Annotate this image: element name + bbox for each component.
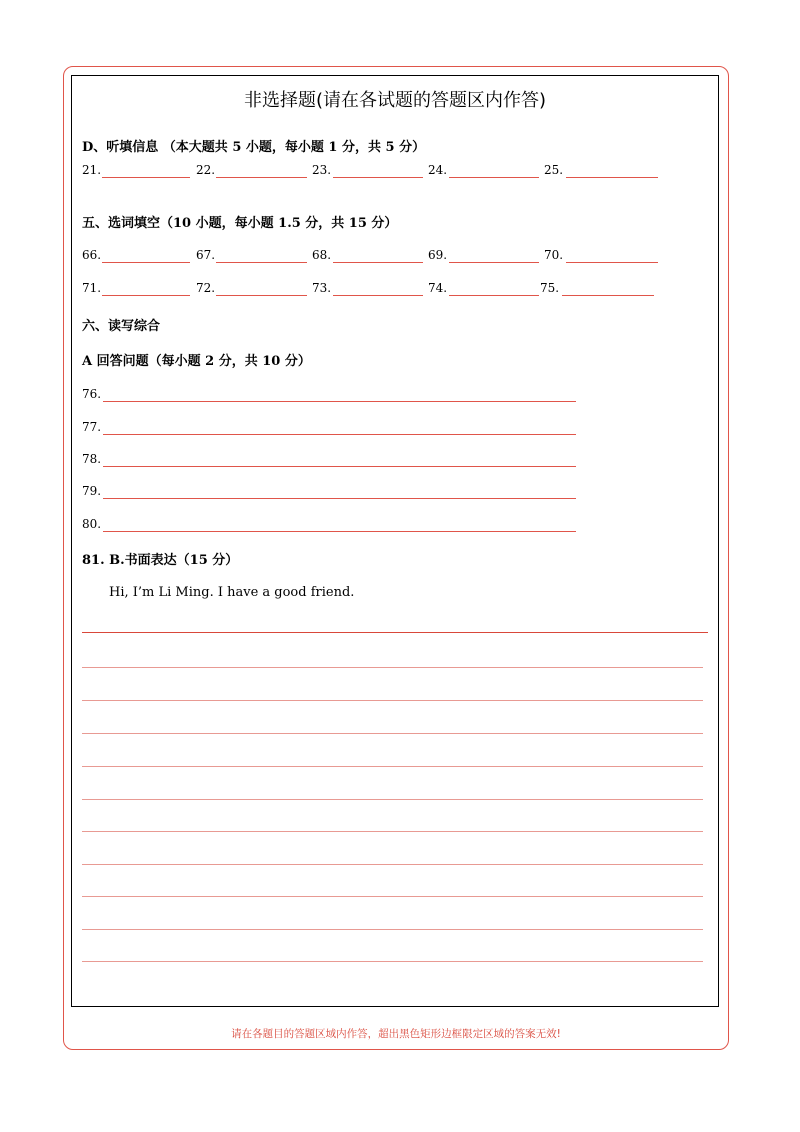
item-label: 69. (428, 248, 448, 262)
answer-blank[interactable] (566, 262, 658, 263)
item-label: 73. (312, 281, 332, 295)
item-label: 74. (428, 281, 448, 295)
section-b-heading: 81. B.书面表达（15 分） (82, 553, 239, 568)
answer-blank[interactable] (333, 262, 423, 263)
item-label: 78. (82, 452, 102, 466)
writing-line[interactable] (82, 799, 703, 800)
answer-blank[interactable] (216, 295, 307, 296)
item-label: 67. (196, 248, 216, 262)
section-d-heading: D、听填信息 （本大题共 5 小题，每小题 1 分，共 5 分） (82, 140, 426, 155)
answer-blank[interactable] (449, 262, 539, 263)
writing-prompt: Hi, I’m Li Ming. I have a good friend. (109, 585, 355, 600)
answer-line[interactable] (103, 434, 576, 435)
writing-line[interactable] (82, 864, 703, 865)
item-label: 24. (428, 163, 448, 177)
item-label: 70. (544, 248, 564, 262)
writing-line[interactable] (82, 929, 703, 930)
answer-line[interactable] (103, 498, 576, 499)
item-label: 23. (312, 163, 332, 177)
answer-blank[interactable] (102, 262, 190, 263)
page-title: 非选择题(请在各试题的答题区内作答) (243, 90, 547, 111)
item-label: 68. (312, 248, 332, 262)
item-label: 72. (196, 281, 216, 295)
answer-blank[interactable] (102, 295, 190, 296)
item-label: 25. (544, 163, 564, 177)
answer-blank[interactable] (216, 177, 307, 178)
item-label: 21. (82, 163, 102, 177)
item-label: 79. (82, 484, 102, 498)
writing-line[interactable] (82, 733, 703, 734)
answer-blank[interactable] (102, 177, 190, 178)
answer-blank[interactable] (333, 177, 423, 178)
answer-blank[interactable] (562, 295, 654, 296)
item-label: 77. (82, 420, 102, 434)
answer-blank[interactable] (333, 295, 423, 296)
item-label: 80. (82, 517, 102, 531)
footer-warning: 请在各题目的答题区域内作答，超出黑色矩形边框限定区域的答案无效! (231, 1028, 561, 1040)
item-label: 71. (82, 281, 102, 295)
answer-blank[interactable] (216, 262, 307, 263)
writing-line[interactable] (82, 831, 703, 832)
section-5-heading: 五、选词填空（10 小题，每小题 1.5 分，共 15 分） (82, 216, 398, 231)
item-label: 75. (540, 281, 560, 295)
answer-blank[interactable] (566, 177, 658, 178)
answer-line[interactable] (103, 466, 576, 467)
section-a-heading: A 回答问题（每小题 2 分，共 10 分） (82, 354, 311, 369)
answer-blank[interactable] (449, 295, 539, 296)
writing-line[interactable] (82, 961, 703, 962)
item-label: 66. (82, 248, 102, 262)
writing-line[interactable] (82, 632, 708, 633)
writing-line[interactable] (82, 667, 703, 668)
writing-line[interactable] (82, 896, 703, 897)
answer-line[interactable] (103, 401, 576, 402)
section-6-heading: 六、读写综合 (82, 319, 161, 334)
item-label: 22. (196, 163, 216, 177)
item-label: 76. (82, 387, 102, 401)
answer-blank[interactable] (449, 177, 539, 178)
writing-line[interactable] (82, 766, 703, 767)
answer-line[interactable] (103, 531, 576, 532)
writing-line[interactable] (82, 700, 703, 701)
